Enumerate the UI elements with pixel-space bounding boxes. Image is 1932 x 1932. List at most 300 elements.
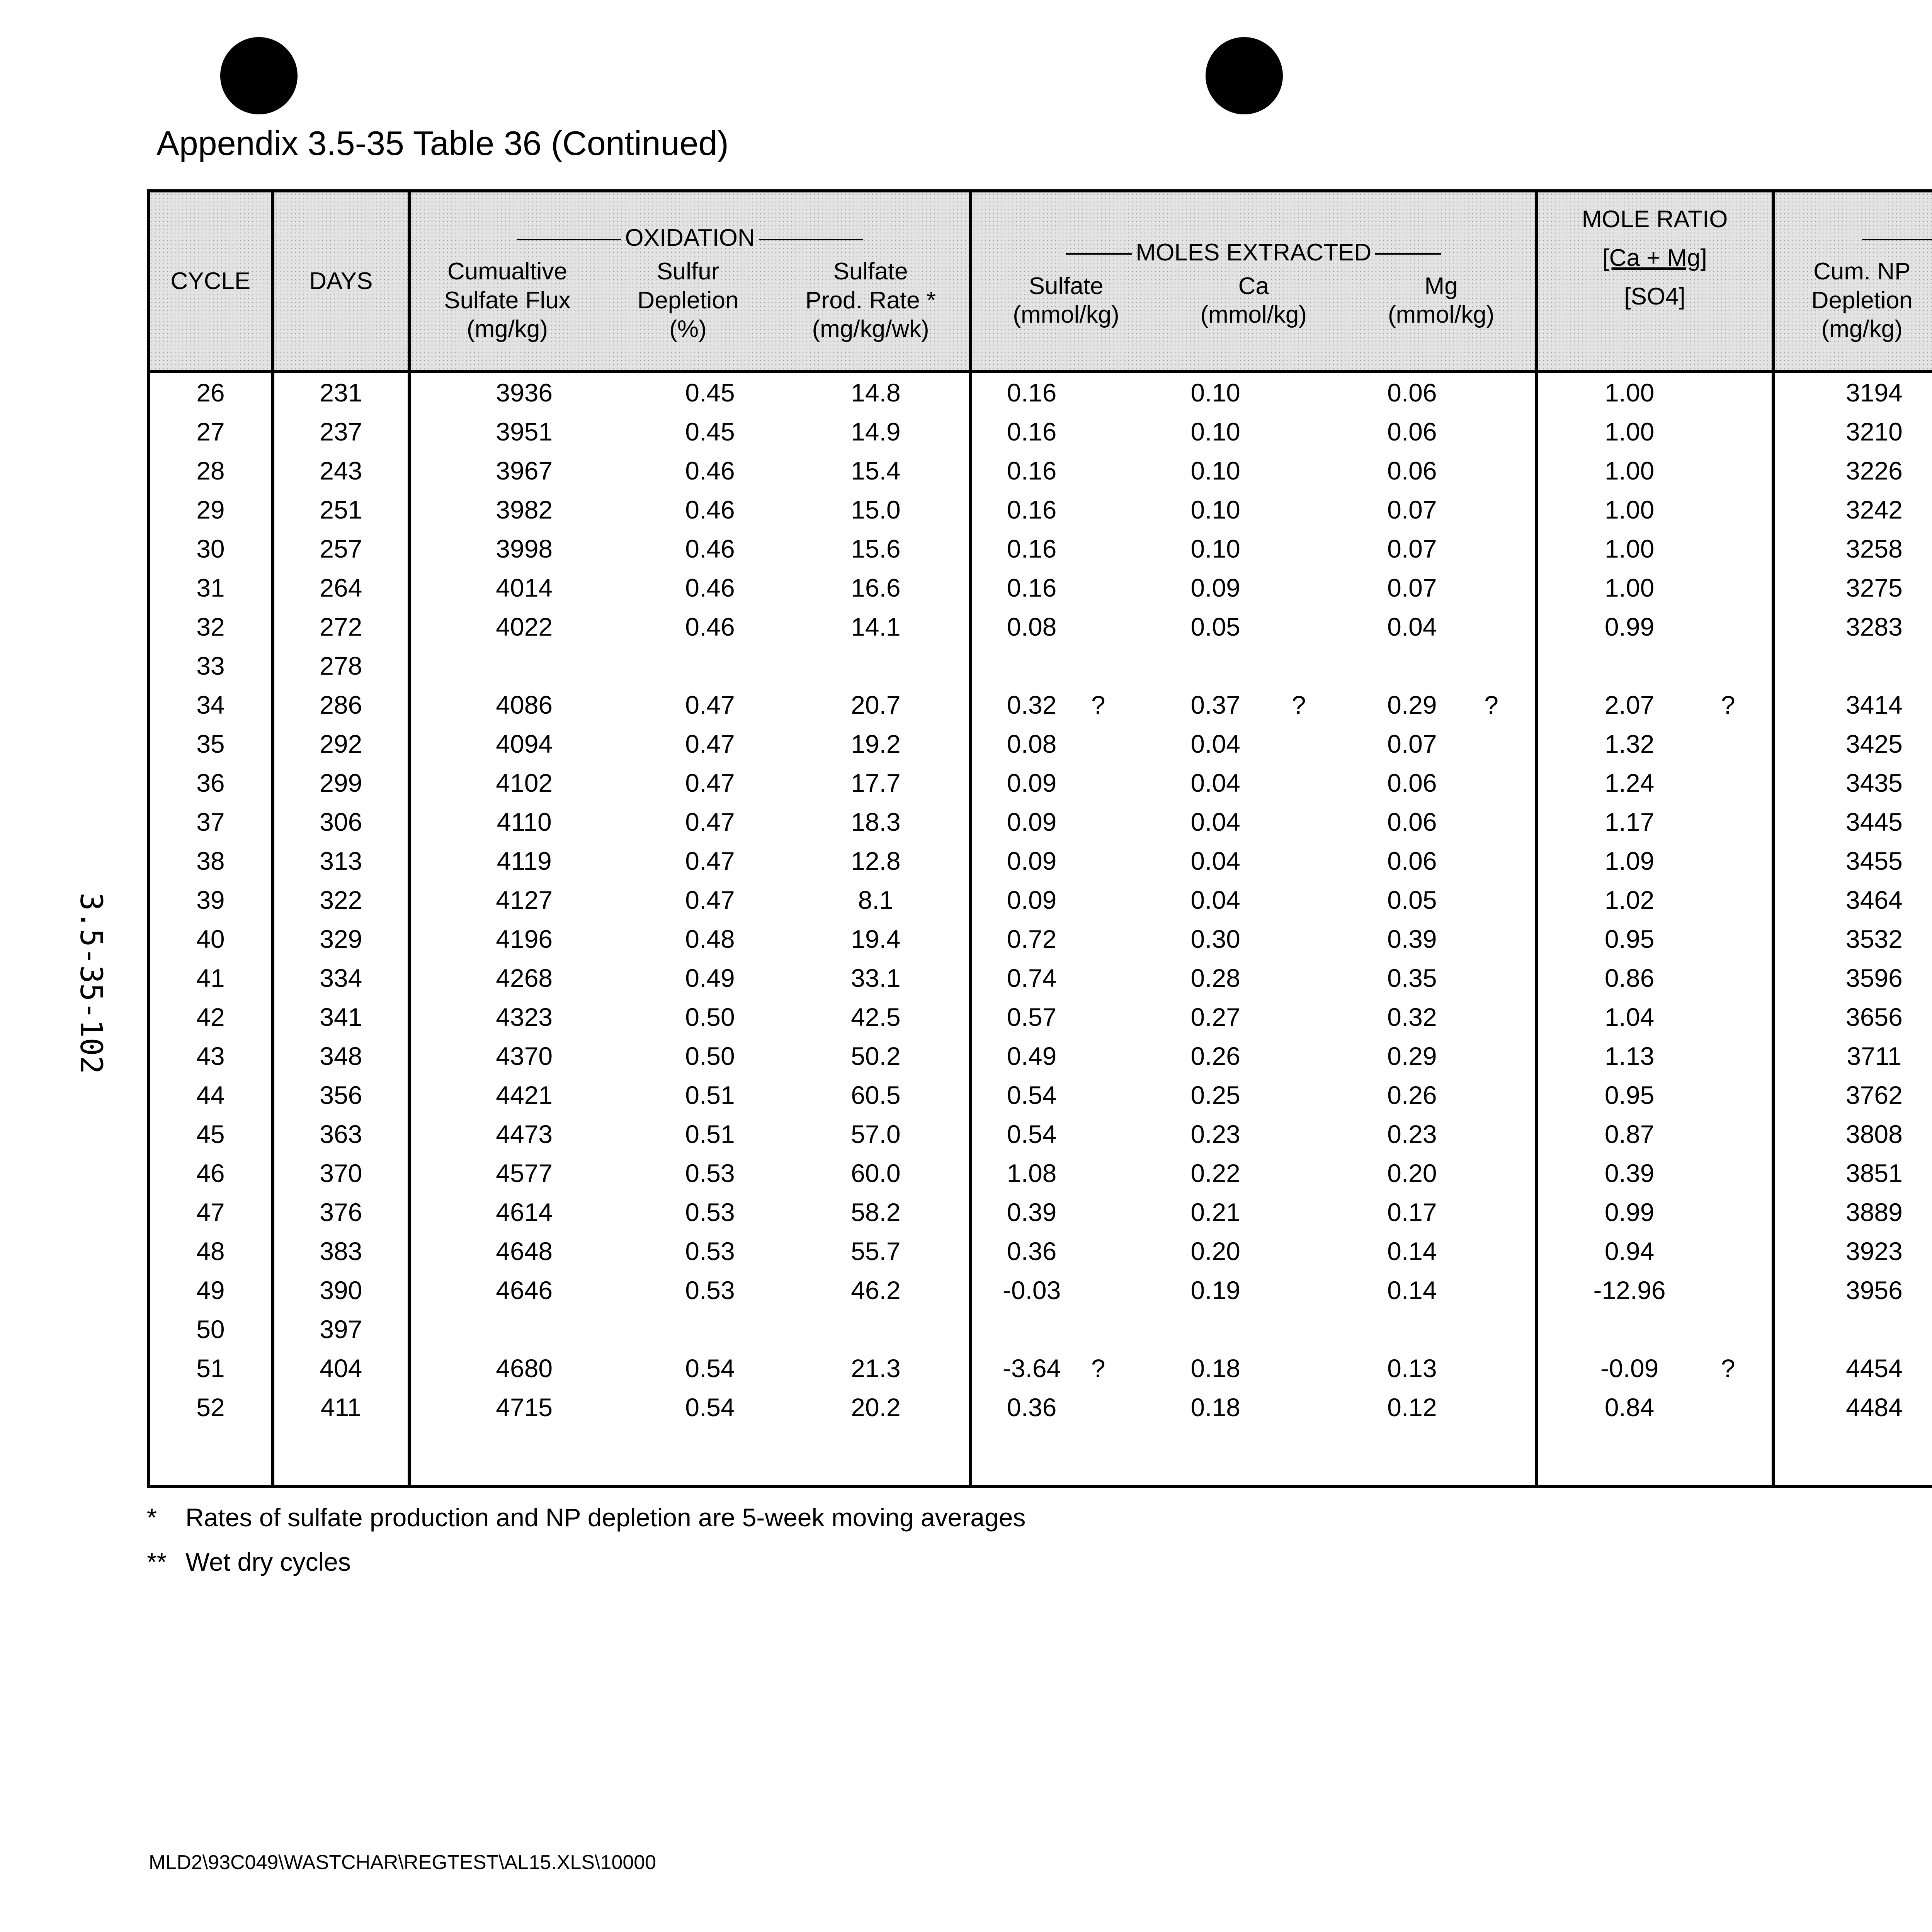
table-cell: 0.74	[1007, 964, 1057, 992]
table-cell	[1721, 803, 1773, 842]
table-cell: 0.53	[685, 1237, 735, 1265]
table-cell: 0.09	[1007, 808, 1057, 836]
file-path: MLD2\93C049\WASTCHAR\REGTEST\AL15.XLS\10000	[149, 1851, 656, 1874]
table-cell: 0.06	[1387, 769, 1437, 797]
table-cell	[1292, 529, 1340, 568]
table-cell	[1773, 1310, 1932, 1349]
table-cell: 0.10	[1190, 417, 1240, 446]
table-cell	[1091, 842, 1139, 881]
table-cell: 251	[273, 490, 409, 529]
table-cell: 1.08	[1007, 1159, 1057, 1187]
table-spacer-cell	[782, 1427, 971, 1486]
table-cell: 272	[273, 607, 409, 646]
table-cell	[1091, 920, 1139, 959]
table-cell	[1091, 412, 1139, 451]
table-cell: 0.09	[1007, 769, 1057, 797]
table-row	[148, 881, 1932, 920]
table-cell	[1721, 1388, 1773, 1427]
table-cell: 341	[273, 998, 409, 1037]
table-cell: 313	[273, 842, 409, 881]
table-cell: 1.04	[1604, 1003, 1655, 1031]
data-table-container	[147, 189, 1932, 1461]
table-cell: 0.39	[1007, 1198, 1057, 1226]
table-cell	[1721, 451, 1773, 490]
table-cell	[1292, 1076, 1340, 1115]
punch-hole-center	[1206, 37, 1283, 114]
table-cell: 334	[273, 959, 409, 998]
table-cell: 0.10	[1190, 534, 1240, 563]
table-cell: 37	[148, 803, 273, 842]
table-cell	[1091, 764, 1139, 803]
table-cell	[1484, 1349, 1536, 1388]
table-cell: 0.19	[1190, 1276, 1240, 1304]
table-cell	[1484, 1076, 1536, 1115]
table-cell	[1721, 646, 1773, 685]
table-cell: 0.10	[1190, 495, 1240, 524]
table-cell: 26	[148, 372, 273, 412]
table-cell: 12.8	[782, 842, 971, 881]
table-row	[148, 568, 1932, 607]
table-cell: 0.36	[1007, 1237, 1057, 1265]
table-cell: 0.54	[685, 1393, 735, 1422]
table-cell	[1292, 1232, 1340, 1271]
table-cell: 237	[273, 412, 409, 451]
table-cell	[1484, 568, 1536, 607]
table-cell: 4680	[496, 1354, 553, 1383]
table-cell: 3258	[1845, 534, 1903, 563]
col-header-cycle: CYCLE	[148, 191, 273, 372]
table-body	[148, 372, 1932, 1486]
table-cell: -0.09	[1600, 1354, 1659, 1383]
table-cell	[1484, 920, 1536, 959]
table-cell: 28	[148, 451, 273, 490]
table-cell	[1721, 1193, 1773, 1232]
table-cell: 0.04	[1190, 730, 1240, 758]
table-cell: 329	[273, 920, 409, 959]
table-cell: 0.13	[1387, 1354, 1437, 1383]
table-cell: 0.46	[685, 534, 735, 563]
table-cell: 1.00	[1604, 456, 1655, 485]
table-cell: 4110	[497, 808, 552, 836]
table-cell	[1091, 646, 1139, 685]
table-cell	[1484, 1271, 1536, 1310]
table-cell: 0.57	[1007, 1003, 1057, 1031]
table-cell: 1.17	[1604, 808, 1655, 836]
table-cell: 397	[273, 1310, 409, 1349]
table-row	[148, 1154, 1932, 1193]
table-cell: 4102	[496, 769, 553, 797]
table-cell: 0.09	[1190, 573, 1240, 602]
table-cell: 0.07	[1387, 573, 1437, 602]
table-cell: -12.96	[1593, 1276, 1666, 1304]
table-cell: 0.18	[1190, 1393, 1240, 1422]
table-cell: 0.46	[685, 495, 735, 524]
table-cell: 3998	[496, 534, 553, 563]
table-cell: 14.8	[782, 372, 971, 412]
table-cell	[1536, 1310, 1721, 1349]
table-cell	[1091, 490, 1139, 529]
table-cell: 0.07	[1387, 534, 1437, 563]
table-cell: 20.2	[782, 1388, 971, 1427]
table-cell: 1.00	[1604, 495, 1655, 524]
table-cell	[1340, 646, 1485, 685]
punch-hole-left	[220, 37, 298, 114]
table-spacer-cell	[638, 1427, 782, 1486]
table-cell: ?	[1291, 690, 1306, 719]
table-cell: 52	[148, 1388, 273, 1427]
table-cell: 3532	[1845, 925, 1903, 953]
table-cell: 3242	[1845, 495, 1903, 524]
table-cell: 3435	[1845, 769, 1903, 797]
table-cell: 257	[273, 529, 409, 568]
table-cell: 3414	[1845, 690, 1903, 719]
table-cell: 0.07	[1387, 730, 1437, 758]
table-cell	[1721, 1154, 1773, 1193]
table-spacer-cell	[1773, 1427, 1932, 1486]
table-cell: 3851	[1845, 1159, 1903, 1187]
table-row	[148, 607, 1932, 646]
table-cell: 0.20	[1387, 1159, 1437, 1187]
table-cell: 29	[148, 490, 273, 529]
table-row	[148, 1037, 1932, 1076]
table-cell: 0.17	[1387, 1198, 1437, 1226]
table-cell	[638, 1310, 782, 1349]
table-cell	[1292, 451, 1340, 490]
table-cell: 19.4	[782, 920, 971, 959]
table-cell: 0.84	[1604, 1393, 1655, 1422]
table-row	[148, 724, 1932, 764]
table-cell	[1292, 1310, 1340, 1349]
table-cell	[1484, 803, 1536, 842]
table-cell	[409, 646, 638, 685]
table-cell: 0.46	[685, 456, 735, 485]
table-cell: 3762	[1845, 1081, 1903, 1109]
oxidation-title: OXIDATION	[411, 219, 969, 257]
table-cell: 299	[273, 764, 409, 803]
table-cell	[1484, 842, 1536, 881]
table-cell: 0.29	[1387, 690, 1437, 719]
group-header-mole-ratio: MOLE RATIO [Ca + Mg] [SO4]	[1536, 191, 1773, 372]
table-cell	[1484, 372, 1536, 412]
table-cell	[1292, 1193, 1340, 1232]
table-cell	[1484, 1193, 1536, 1232]
table-cell: 0.04	[1190, 808, 1240, 836]
table-cell: 0.99	[1604, 612, 1655, 641]
table-cell: 264	[273, 568, 409, 607]
table-cell	[1484, 607, 1536, 646]
table-cell: 0.47	[685, 690, 735, 719]
table-cell: 4421	[496, 1081, 553, 1109]
table-cell: 0.87	[1604, 1120, 1655, 1148]
table-cell	[1721, 529, 1773, 568]
table-row	[148, 1232, 1932, 1271]
table-row	[148, 920, 1932, 959]
table-cell: 0.23	[1190, 1120, 1240, 1148]
table-cell	[1484, 490, 1536, 529]
table-cell: ?	[1484, 685, 1536, 724]
table-cell: 0.16	[1007, 573, 1057, 602]
table-cell	[409, 1310, 638, 1349]
table-cell: 14.9	[782, 412, 971, 451]
table-cell: 0.50	[685, 1003, 735, 1031]
table-cell	[1721, 372, 1773, 412]
table-row	[148, 490, 1932, 529]
table-cell: 4323	[496, 1003, 553, 1031]
table-cell: 47	[148, 1193, 273, 1232]
table-row	[148, 764, 1932, 803]
table-cell: 0.05	[1387, 886, 1437, 914]
table-cell: 0.53	[685, 1198, 735, 1226]
table-cell: 38	[148, 842, 273, 881]
table-row	[148, 412, 1932, 451]
table-cell: 3445	[1845, 808, 1903, 836]
table-cell	[1139, 646, 1292, 685]
table-cell: 0.53	[685, 1159, 735, 1187]
table-cell: 32	[148, 607, 273, 646]
table-cell: 50	[148, 1310, 273, 1349]
table-cell: 0.04	[1190, 886, 1240, 914]
table-cell: 0.54	[685, 1354, 735, 1383]
table-cell: 0.09	[1007, 847, 1057, 875]
footnote-1: * Rates of sulfate production and NP depletion are 5-week moving averages	[147, 1503, 1026, 1532]
table-cell: 0.26	[1190, 1042, 1240, 1070]
table-cell: 0.47	[685, 730, 735, 758]
table-cell	[1292, 881, 1340, 920]
table-spacer-cell	[1721, 1427, 1773, 1486]
table-header-row	[148, 191, 1932, 372]
table-cell: 0.47	[685, 769, 735, 797]
table-cell: 0.05	[1190, 612, 1240, 641]
table-cell: 411	[273, 1388, 409, 1427]
table-cell: 3275	[1845, 573, 1903, 602]
table-spacer-cell	[1536, 1427, 1721, 1486]
table-cell: 278	[273, 646, 409, 685]
table-cell: 0.25	[1190, 1081, 1240, 1109]
table-cell: 0.32	[1007, 690, 1057, 719]
table-cell	[1340, 1310, 1485, 1349]
table-cell: 3967	[496, 456, 553, 485]
table-cell: 0.21	[1190, 1198, 1240, 1226]
table-cell: 0.39	[1604, 1159, 1655, 1187]
table-cell	[1484, 1232, 1536, 1271]
table-row	[148, 842, 1932, 881]
table-cell: 31	[148, 568, 273, 607]
table-cell	[1292, 412, 1340, 451]
col-header-days: DAYS	[273, 191, 409, 372]
table-spacer-cell	[1292, 1427, 1340, 1486]
table-cell: 383	[273, 1232, 409, 1271]
table-cell: 231	[273, 372, 409, 412]
table-cell	[1773, 646, 1932, 685]
table-cell	[1091, 1076, 1139, 1115]
table-row	[148, 803, 1932, 842]
table-row	[148, 1193, 1932, 1232]
table-cell	[1091, 451, 1139, 490]
table-cell: 0.95	[1604, 925, 1655, 953]
table-cell: 0.23	[1387, 1120, 1437, 1148]
table-cell: 43	[148, 1037, 273, 1076]
table-cell: 390	[273, 1271, 409, 1310]
table-cell: 4094	[496, 730, 553, 758]
table-cell: 58.2	[782, 1193, 971, 1232]
table-cell: 40	[148, 920, 273, 959]
table-cell: 42.5	[782, 998, 971, 1037]
table-cell: 3425	[1845, 730, 1903, 758]
table-cell: 3951	[496, 417, 553, 446]
table-cell: 0.14	[1387, 1237, 1437, 1265]
table-cell: 286	[273, 685, 409, 724]
table-cell	[1091, 803, 1139, 842]
table-cell: 0.49	[685, 964, 735, 992]
table-cell	[1292, 1349, 1340, 1388]
table-cell	[1091, 529, 1139, 568]
table-cell	[1721, 764, 1773, 803]
table-cell: 0.54	[1007, 1120, 1057, 1148]
group-header-moles-extracted: MOLES EXTRACTED Sulfate (mmol/kg) Ca (mmol/kg) Mg (mmol/kg)	[971, 191, 1536, 372]
table-cell: 3283	[1845, 612, 1903, 641]
table-cell	[1091, 1115, 1139, 1154]
table-row	[148, 959, 1932, 998]
table-cell: 4614	[496, 1198, 553, 1226]
table-cell: 0.94	[1604, 1237, 1655, 1265]
table-cell: 4086	[496, 690, 553, 719]
table-cell: 1.13	[1604, 1042, 1655, 1070]
table-cell: 0.28	[1190, 964, 1240, 992]
table-cell: 0.29	[1387, 1042, 1437, 1070]
table-cell: 36	[148, 764, 273, 803]
table-cell	[1721, 490, 1773, 529]
table-cell	[1721, 412, 1773, 451]
table-cell	[1091, 1232, 1139, 1271]
table-row	[148, 1310, 1932, 1349]
table-cell: 1.02	[1604, 886, 1655, 914]
table-cell: 0.53	[685, 1276, 735, 1304]
table-cell: 0.12	[1387, 1393, 1437, 1422]
table-cell: 3923	[1845, 1237, 1903, 1265]
table-cell: -3.64	[1002, 1354, 1061, 1383]
table-cell	[782, 646, 971, 685]
table-cell	[1292, 372, 1340, 412]
table-cell: 0.16	[1007, 378, 1057, 407]
table-row	[148, 685, 1932, 724]
table-cell: 0.39	[1387, 925, 1437, 953]
table-cell: 1.00	[1604, 534, 1655, 563]
table-row	[148, 1115, 1932, 1154]
table-cell: 0.47	[685, 808, 735, 836]
table-cell: 0.20	[1190, 1237, 1240, 1265]
table-cell: 4577	[496, 1159, 553, 1187]
table-cell: 3889	[1845, 1198, 1903, 1226]
data-table	[147, 189, 1932, 1488]
table-cell	[1484, 529, 1536, 568]
table-cell	[1292, 607, 1340, 646]
table-cell: 0.47	[685, 847, 735, 875]
table-cell	[1484, 1115, 1536, 1154]
table-cell: 0.47	[685, 886, 735, 914]
table-cell	[1292, 920, 1340, 959]
table-cell: 4022	[496, 612, 553, 641]
table-cell: 0.46	[685, 612, 735, 641]
table-cell: 1.00	[1604, 417, 1655, 446]
table-cell: 49	[148, 1271, 273, 1310]
table-cell: 3956	[1845, 1276, 1903, 1304]
page-title: Appendix 3.5-35 Table 36 (Continued)	[156, 124, 729, 162]
table-cell: 0.37	[1190, 690, 1240, 719]
table-cell	[1292, 1115, 1340, 1154]
table-cell	[1721, 607, 1773, 646]
table-cell	[1292, 959, 1340, 998]
table-cell: 15.6	[782, 529, 971, 568]
table-cell	[1091, 1154, 1139, 1193]
table-row	[148, 1349, 1932, 1388]
table-cell: 0.16	[1007, 495, 1057, 524]
table-cell	[1091, 1271, 1139, 1310]
group-header-neutralization: Cum. NP Depletion (mg/kg)	[1773, 191, 1932, 372]
table-cell	[1484, 646, 1536, 685]
table-cell	[1091, 568, 1139, 607]
table-cell: 3656	[1845, 1003, 1903, 1031]
table-cell	[1091, 1037, 1139, 1076]
table-cell: 404	[273, 1349, 409, 1388]
table-spacer-row	[148, 1427, 1932, 1486]
table-cell	[1721, 920, 1773, 959]
table-cell: 0.06	[1387, 378, 1437, 407]
table-cell: 4648	[496, 1237, 553, 1265]
table-cell: 0.06	[1387, 808, 1437, 836]
page-number-stamp: 3.5-35-102	[73, 893, 108, 1074]
table-cell	[1292, 1388, 1340, 1427]
table-cell: 1.09	[1604, 847, 1655, 875]
table-cell: ?	[1091, 1354, 1105, 1383]
table-cell	[1091, 1388, 1139, 1427]
table-cell	[1292, 1037, 1340, 1076]
table-cell: 46.2	[782, 1271, 971, 1310]
table-cell: 15.4	[782, 451, 971, 490]
table-cell: 3455	[1845, 847, 1903, 875]
table-cell: 0.06	[1387, 847, 1437, 875]
table-cell: 51	[148, 1349, 273, 1388]
table-cell	[1484, 764, 1536, 803]
table-cell: 0.50	[685, 1042, 735, 1070]
table-cell: 46	[148, 1154, 273, 1193]
table-cell: 42	[148, 998, 273, 1037]
footnotes	[147, 1495, 1026, 1584]
table-cell: 39	[148, 881, 273, 920]
table-cell	[1484, 998, 1536, 1037]
table-cell	[1721, 568, 1773, 607]
table-spacer-cell	[273, 1427, 409, 1486]
table-cell: 1.24	[1604, 769, 1655, 797]
table-cell: 60.5	[782, 1076, 971, 1115]
table-cell: 16.6	[782, 568, 971, 607]
table-cell: 3936	[496, 378, 553, 407]
table-cell	[1091, 1310, 1139, 1349]
table-cell	[1091, 881, 1139, 920]
table-cell: 0.95	[1604, 1081, 1655, 1109]
table-cell: 3711	[1847, 1042, 1902, 1070]
table-cell: 4454	[1845, 1354, 1903, 1383]
table-cell: 348	[273, 1037, 409, 1076]
table-row	[148, 998, 1932, 1037]
table-cell: 34	[148, 685, 273, 724]
table-cell	[1091, 724, 1139, 764]
table-cell	[1484, 724, 1536, 764]
table-cell: 243	[273, 451, 409, 490]
table-cell: 3226	[1845, 456, 1903, 485]
table-cell: 4715	[496, 1393, 553, 1422]
table-row	[148, 1388, 1932, 1427]
table-cell: 4370	[496, 1042, 553, 1070]
